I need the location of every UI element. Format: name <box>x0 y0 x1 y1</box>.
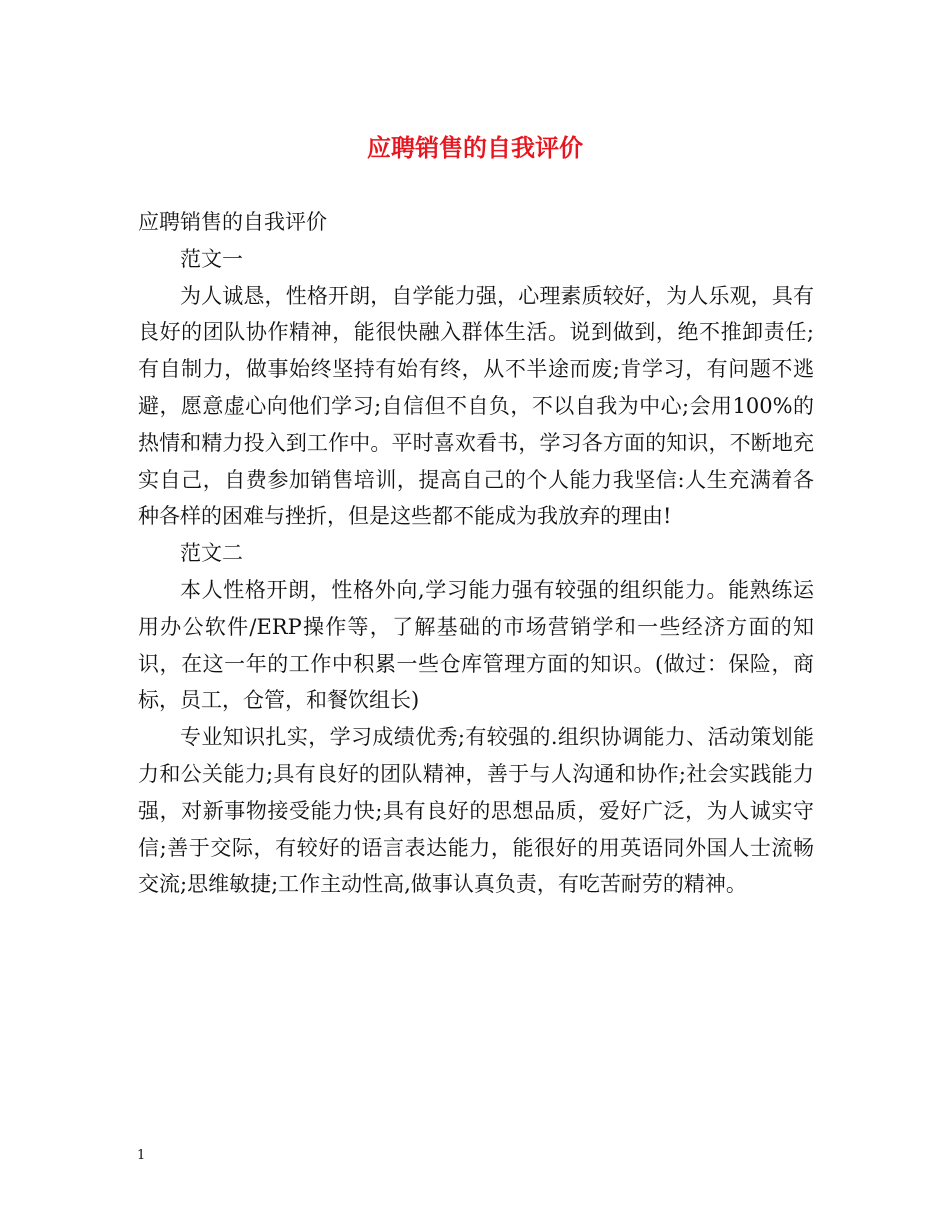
page-number: 1 <box>137 1148 146 1163</box>
document-body <box>138 204 814 903</box>
section-1-paragraph-1: 为人诚恳，性格开朗，自学能力强，心理素质较好，为人乐观，具有良好的团队协作精神，能很快融入群体生活。说到做到，绝不推卸责任;有自制力，做事始终坚持有始有终，从不半途而废;肯学习，有问题不逃避，愿意虚心向他们学习;自信但不自负，不以自我为中心;会用100%的热情和精力投入到工作中。平时喜欢看书，学习各方面的知识，不断地充实自己，自费参加销售培训，提高自己的个人能力我坚信:人生充满着各种各样的困难与挫折，但是这些都不能成为我放弃的理由! <box>138 283 814 529</box>
document-title: 应聘销售的自我评价 <box>367 133 583 162</box>
section-heading-1: 范文一 <box>180 246 243 271</box>
section-heading-2: 范文二 <box>180 541 243 566</box>
document-subtitle: 应聘销售的自我评价 <box>138 210 327 234</box>
section-2-paragraph-1: 本人性格开朗，性格外向,学习能力强有较强的组织能力。能熟练运用办公软件/ERP操作等，了解基础的市场营销学和一些经济方面的知识，在这一年的工作中积累一些仓库管理方面的知识。(做过：保险，商标，员工，仓管，和餐饮组长) <box>138 577 814 713</box>
section-2-paragraph-2: 专业知识扎实，学习成绩优秀;有较强的.组织协调能力、活动策划能力和公关能力;具有良好的团队精神，善于与人沟通和协作;社会实践能力强，对新事物接受能力快;具有良好的思想品质，爱好广泛，为人诚实守信;善于交际，有较好的语言表达能力，能很好的用英语同外国人士流畅交流;思维敏捷;工作主动性高,做事认真负责，有吃苦耐劳的精神。 <box>138 725 814 897</box>
